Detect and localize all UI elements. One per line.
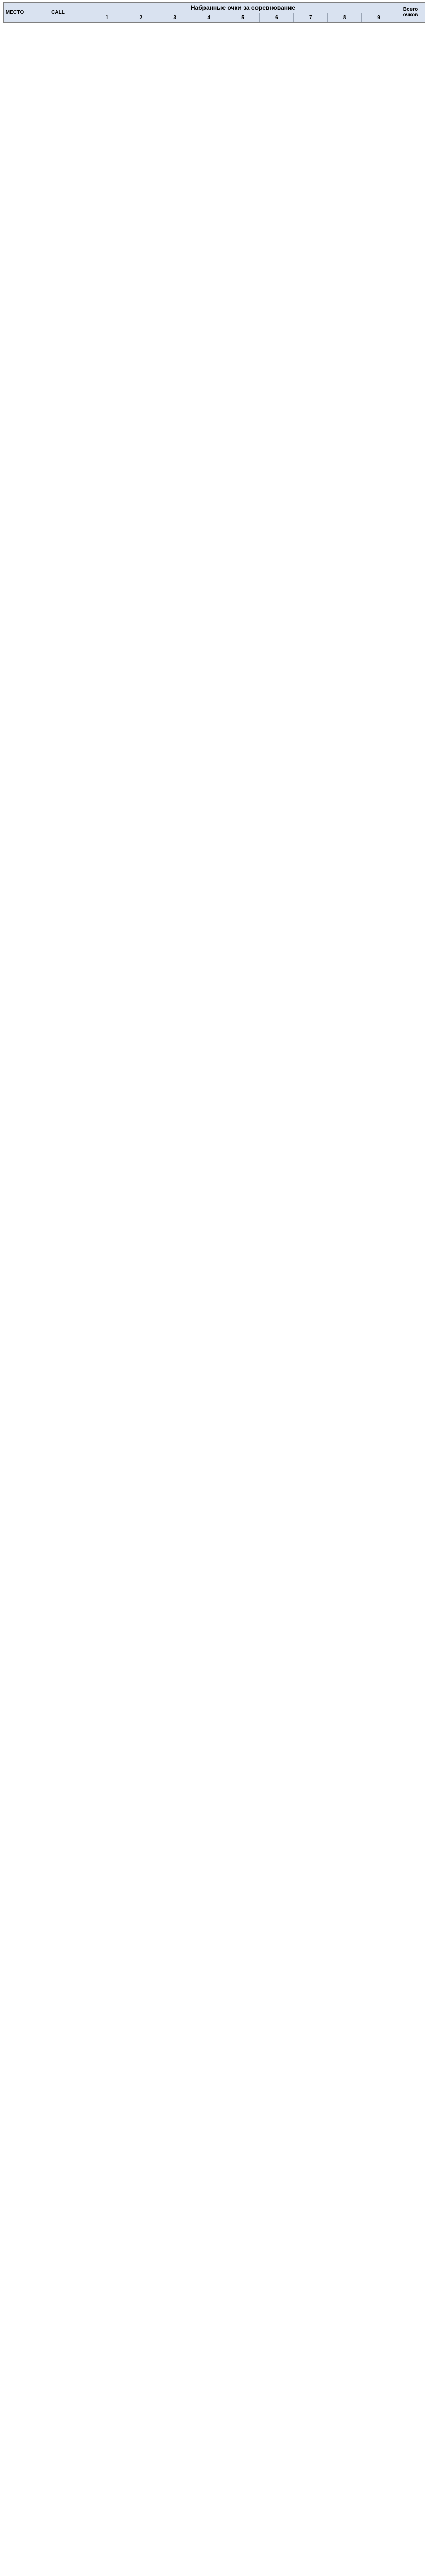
column-number: 3 bbox=[158, 13, 192, 22]
band-title: Набранные очки за соревнование bbox=[90, 3, 396, 13]
column-number: 6 bbox=[260, 13, 294, 22]
call-header: CALL bbox=[26, 3, 90, 22]
column-number: 9 bbox=[377, 15, 380, 21]
points-band-header bbox=[90, 3, 396, 22]
column-number: 7 bbox=[294, 13, 328, 22]
column-number: 5 bbox=[226, 13, 260, 22]
column-number: 2 bbox=[124, 13, 158, 22]
total-header: Всего очков bbox=[403, 7, 418, 18]
score-sheet bbox=[3, 2, 425, 23]
column-number: 1 bbox=[90, 13, 124, 22]
rank-header: МЕСТО bbox=[4, 3, 26, 22]
column-number: 8 bbox=[328, 13, 362, 22]
column-number: 4 bbox=[192, 13, 226, 22]
table-header bbox=[4, 3, 425, 23]
band-column-numbers bbox=[90, 13, 396, 22]
